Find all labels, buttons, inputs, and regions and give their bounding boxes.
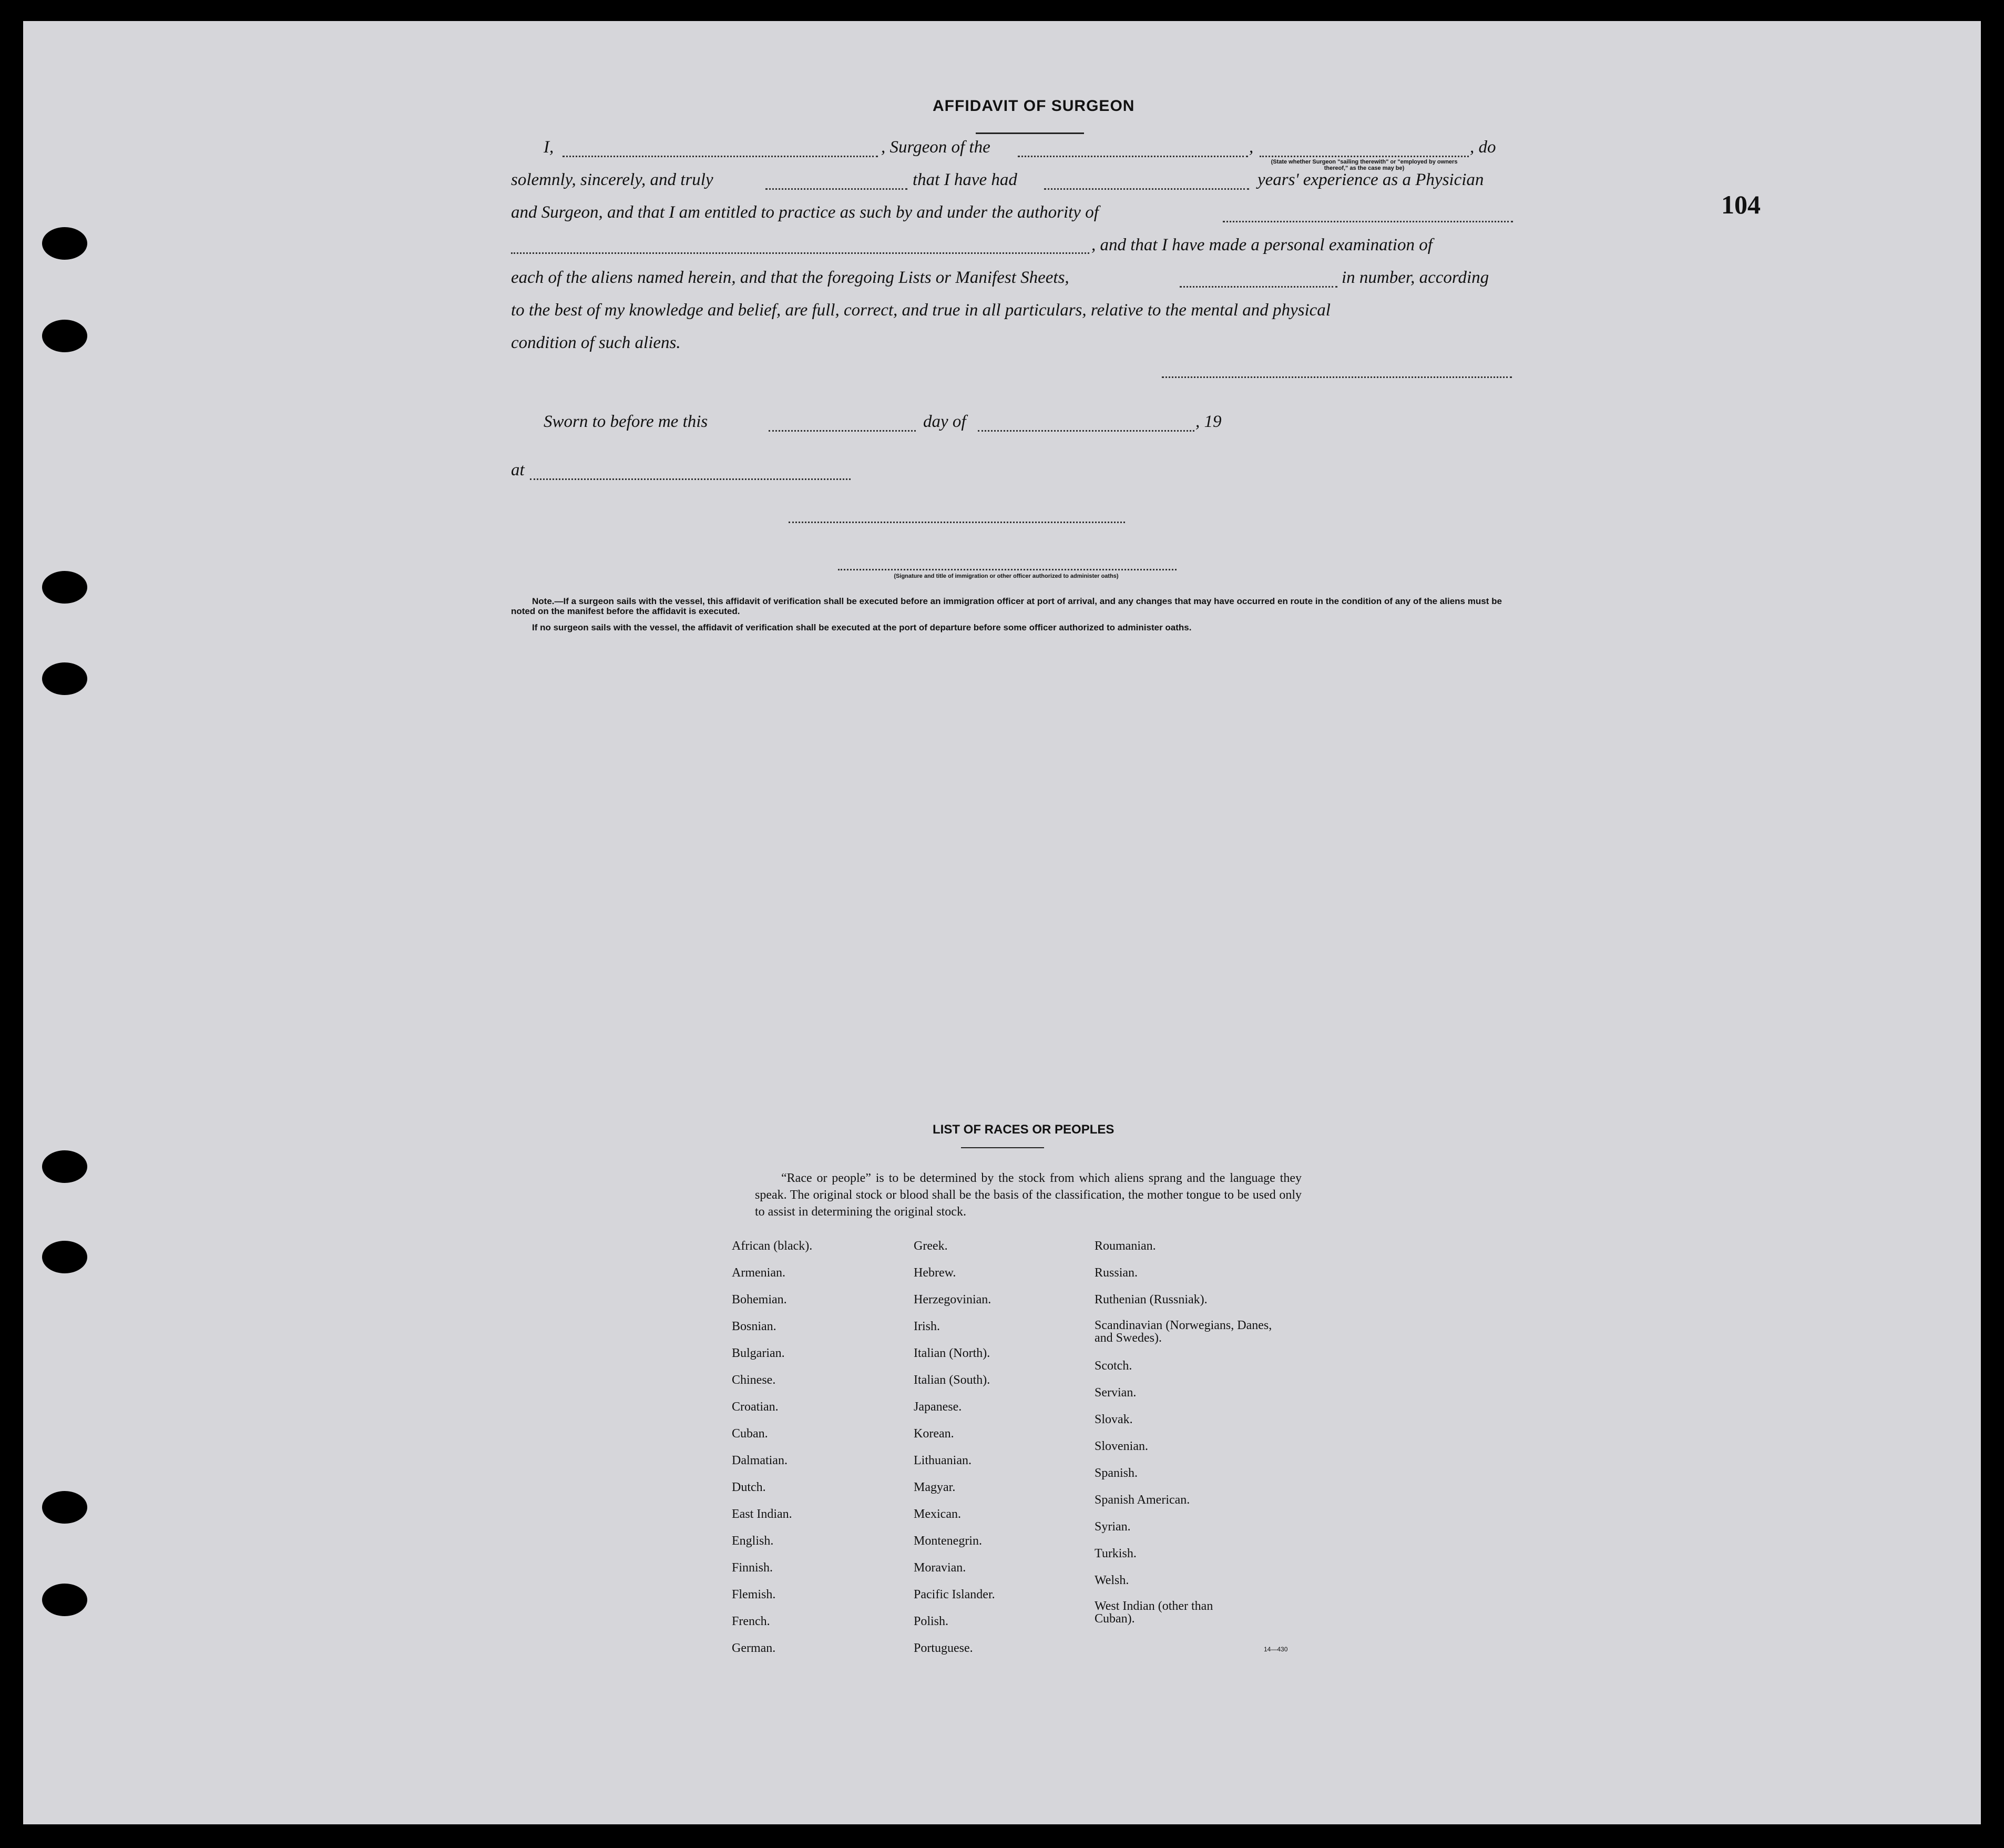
surgeon-signature-line[interactable] [1162,376,1512,378]
officer-signature-line[interactable] [789,522,1125,523]
races-title-underline [961,1147,1044,1148]
race-item: Scotch. [1095,1359,1132,1373]
race-item: Magyar. [914,1481,956,1494]
race-item: English. [732,1534,774,1548]
title-underline [976,132,1084,134]
form-sheet [23,21,1981,1824]
race-item: Bulgarian. [732,1346,785,1360]
affidavit-line-6: to the best of my knowledge and belief, are full, correct, and true in all particulars, relative to the mental and physical [511,301,1331,320]
race-item: Portuguese. [914,1641,973,1655]
punch-hole [42,1241,87,1273]
race-item: Irish. [914,1320,940,1333]
affidavit-line-1-i: I, [544,138,554,157]
race-item: Spanish. [1095,1466,1138,1480]
vessel-name-field[interactable] [1018,156,1248,157]
race-item: African (black). [732,1239,813,1253]
affidavit-line-2c: years' experience as a Physician [1257,170,1484,189]
race-item: Syrian. [1095,1520,1131,1534]
punch-hole [42,1491,87,1524]
races-column-2 [914,1233,995,1662]
affidavit-line-3: and Surgeon, and that I am entitled to practice as such by and under the authority of [511,203,1099,222]
authority-field-continued[interactable] [511,252,1089,254]
page-number: 104 [1721,190,1761,219]
race-item: West Indian (other than Cuban). [1095,1599,1213,1626]
oath-verb-field[interactable] [765,188,907,190]
race-item: Armenian. [732,1266,785,1280]
surgeon-name-field[interactable] [563,156,878,157]
affidavit-line-5a: each of the aliens named herein, and that the foregoing Lists or Manifest Sheets, [511,268,1069,287]
race-item: Pacific Islander. [914,1588,995,1601]
race-item: East Indian. [732,1507,792,1521]
races-title: LIST OF RACES OR PEOPLES [933,1122,1115,1137]
race-item: Flemish. [732,1588,776,1601]
race-item: Croatian. [732,1400,779,1414]
race-item: Cuban. [732,1427,768,1441]
punch-hole [42,571,87,604]
race-item: Montenegrin. [914,1534,982,1548]
surgeon-status-note: (State whether Surgeon "sailing therewith" or "employed by owners thereof," as the case may be) [1271,159,1458,171]
race-item: Chinese. [732,1373,776,1387]
race-item: Lithuanian. [914,1454,972,1467]
sworn-text: Sworn to before me this [544,412,708,431]
races-column-1 [732,1233,812,1662]
race-item: Japanese. [914,1400,962,1414]
race-item: Hebrew. [914,1266,956,1280]
officer-caption: (Signature and title of immigration or other officer authorized to administer oaths) [894,573,1119,579]
affidavit-line-2a: solemnly, sincerely, and truly [511,170,713,189]
form-code: 14—430 [1264,1646,1288,1653]
punch-hole [42,1150,87,1183]
race-item: Spanish American. [1095,1493,1190,1507]
race-item: Italian (North). [914,1346,990,1360]
race-item: Finnish. [732,1561,773,1575]
race-item: Roumanian. [1095,1239,1156,1253]
affidavit-line-1-do: , do [1470,138,1496,157]
affidavit-line-5b: in number, according [1342,268,1489,287]
sworn-place-field[interactable] [530,478,851,480]
race-item: Dutch. [732,1481,766,1494]
punch-hole [42,662,87,695]
race-item: Greek. [914,1239,948,1253]
race-item: Moravian. [914,1561,966,1575]
sworn-year: , 19 [1195,412,1222,431]
sworn-month-field[interactable] [978,430,1194,432]
punch-hole [42,1584,87,1616]
races-column-3 [1095,1233,1305,1633]
affidavit-line-1-surgeon: , Surgeon of the [881,138,990,157]
sworn-day-field[interactable] [769,430,916,432]
race-item: Scandinavian (Norwegians, Danes, and Swedes). [1095,1319,1272,1345]
race-item: Welsh. [1095,1574,1129,1587]
race-item: Herzegovinian. [914,1293,991,1306]
affidavit-line-4: , and that I have made a personal examination of [1091,236,1433,254]
years-experience-field[interactable] [1044,188,1249,190]
race-item: Slovak. [1095,1413,1133,1426]
races-intro: “Race or people” is to be determined by the stock from which aliens sprang and the language they speak. The original stock or blood shall be the basis of the classification, the mother tongue to be used only to assist in determining the original stock. [755,1171,1302,1219]
race-item: Servian. [1095,1386,1137,1400]
race-item: Dalmatian. [732,1454,788,1467]
sheet-count-field[interactable] [1180,286,1337,288]
note-paragraph-1: Note.—If a surgeon sails with the vessel, this affidavit of verification shall be executed before an immigration officer at port of arrival, and any changes that may have occurred en route in the condition of any of the aliens must be noted on the manifest before the affidavit is executed. [511,596,1502,616]
punch-hole [42,227,87,260]
race-item: Mexican. [914,1507,961,1521]
race-item: German. [732,1641,776,1655]
note-paragraph-2: If no surgeon sails with the vessel, the affidavit of verification shall be executed at the port of departure before some officer authorized to administer oaths. [532,622,1192,632]
affidavit-line-2b: that I have had [913,170,1017,189]
surgeon-status-field[interactable] [1260,156,1469,157]
authority-field[interactable] [1223,221,1513,222]
race-item: Ruthenian (Russniak). [1095,1293,1208,1306]
affidavit-line-7: condition of such aliens. [511,333,681,352]
race-item: Turkish. [1095,1547,1137,1560]
race-item: Polish. [914,1615,949,1628]
affidavit-title: AFFIDAVIT OF SURGEON [933,97,1135,115]
affidavit-line-1-comma: , [1249,138,1254,157]
race-item: Italian (South). [914,1373,990,1387]
sworn-at: at [511,461,525,479]
race-item: Slovenian. [1095,1439,1148,1453]
race-item: Bohemian. [732,1293,787,1306]
race-item: Bosnian. [732,1320,776,1333]
race-item: French. [732,1615,770,1628]
sworn-day-of: day of [923,412,966,431]
officer-title-line[interactable] [838,569,1177,570]
race-item: Korean. [914,1427,954,1441]
race-item: Russian. [1095,1266,1138,1280]
punch-hole [42,320,87,352]
